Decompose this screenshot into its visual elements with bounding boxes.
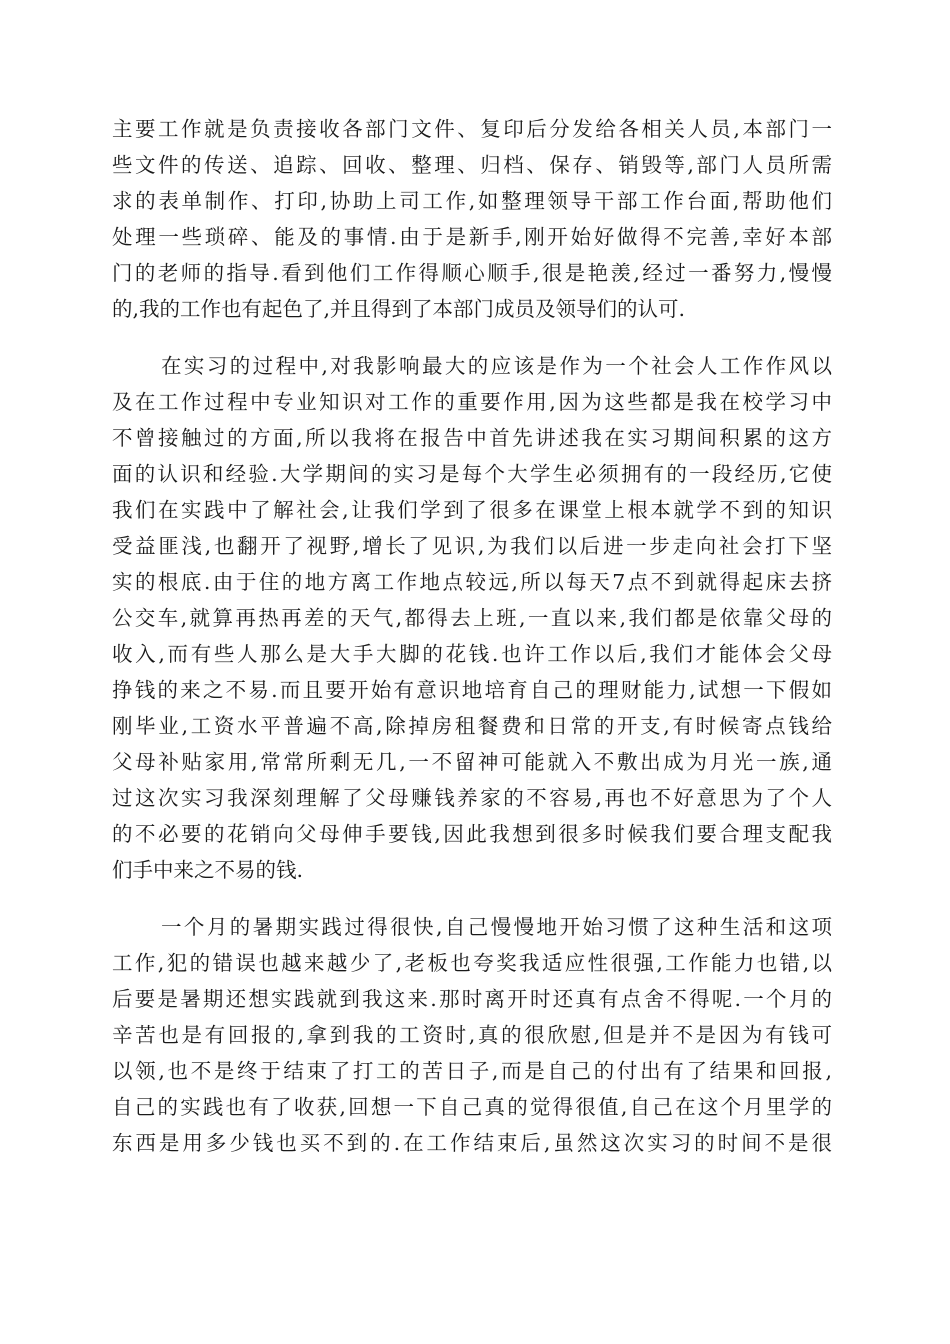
text-line: 刚毕业,工资水平普遍不高,除掉房租餐费和日常的开支,有时候寄点钱给 [112,714,832,738]
text-line: 实的根底.由于住的地方离工作地点较远,所以每天7点不到就得起床去挤 [112,570,832,594]
paragraph-3 [112,909,832,1161]
text-line: 受益匪浅,也翻开了视野,增长了见识,为我们以后进一步走向社会打下坚 [112,534,832,558]
text-line: 们手中来之不易的钱. [112,858,304,882]
document-body [112,111,832,1161]
text-line: 自己的实践也有了收获,回想一下自己真的觉得很值,自己在这个月里学的 [112,1095,832,1119]
text-line: 及在工作过程中专业知识对工作的重要作用,因为这些都是我在校学习中 [112,390,832,414]
paragraph-gap [112,327,832,348]
text-line: 东西是用多少钱也买不到的.在工作结束后,虽然这次实习的时间不是很 [112,1131,832,1155]
text-line: 不曾接触过的方面,所以我将在报告中首先讲述我在实习期间积累的这方 [112,426,832,450]
text-line: 以领,也不是终于结束了打工的苦日子,而是自己的付出有了结果和回报, [112,1059,832,1083]
text-line: 处理一些琐碎、能及的事情.由于是新手,刚开始好做得不完善,幸好本部 [112,225,832,249]
text-line: 过这次实习我深刻理解了父母赚钱养家的不容易,再也不好意思为了个人 [112,786,832,810]
text-line: 门的老师的指导.看到他们工作得顺心顺手,很是艳羡,经过一番努力,慢慢 [112,261,832,285]
text-line: 在实习的过程中,对我影响最大的应该是作为一个社会人工作作风以 [161,354,832,378]
paragraph-2 [112,348,832,888]
text-line: 主要工作就是负责接收各部门文件、复印后分发给各相关人员,本部门一 [112,117,832,141]
text-line: 工作,犯的错误也越来越少了,老板也夸奖我适应性很强,工作能力也错,以 [112,951,832,975]
text-line: 的,我的工作也有起色了,并且得到了本部门成员及领导们的认可. [112,297,686,321]
text-line: 公交车,就算再热再差的天气,都得去上班,一直以来,我们都是依靠父母的 [112,606,832,630]
text-line: 面的认识和经验.大学期间的实习是每个大学生必须拥有的一段经历,它使 [112,462,832,486]
text-line: 父母补贴家用,常常所剩无几,一不留神可能就入不敷出成为月光一族,通 [112,750,832,774]
text-line: 一个月的暑期实践过得很快,自己慢慢地开始习惯了这种生活和这项 [161,915,832,939]
paragraph-1 [112,111,832,327]
text-line: 些文件的传送、追踪、回收、整理、归档、保存、销毁等,部门人员所需 [112,153,832,177]
paragraph-gap [112,888,832,909]
text-line: 求的表单制作、打印,协助上司工作,如整理领导干部工作台面,帮助他们 [112,189,832,213]
text-line: 我们在实践中了解社会,让我们学到了很多在课堂上根本就学不到的知识 [112,498,832,522]
text-line: 辛苦也是有回报的,拿到我的工资时,真的很欣慰,但是并不是因为有钱可 [112,1023,832,1047]
text-line: 的不必要的花销向父母伸手要钱,因此我想到很多时候我们要合理支配我 [112,822,832,846]
text-line: 后要是暑期还想实践就到我这来.那时离开时还真有点舍不得呢.一个月的 [112,987,832,1011]
text-line: 挣钱的来之不易.而且要开始有意识地培育自己的理财能力,试想一下假如 [112,678,832,702]
text-line: 收入,而有些人那么是大手大脚的花钱.也许工作以后,我们才能体会父母 [112,642,832,666]
